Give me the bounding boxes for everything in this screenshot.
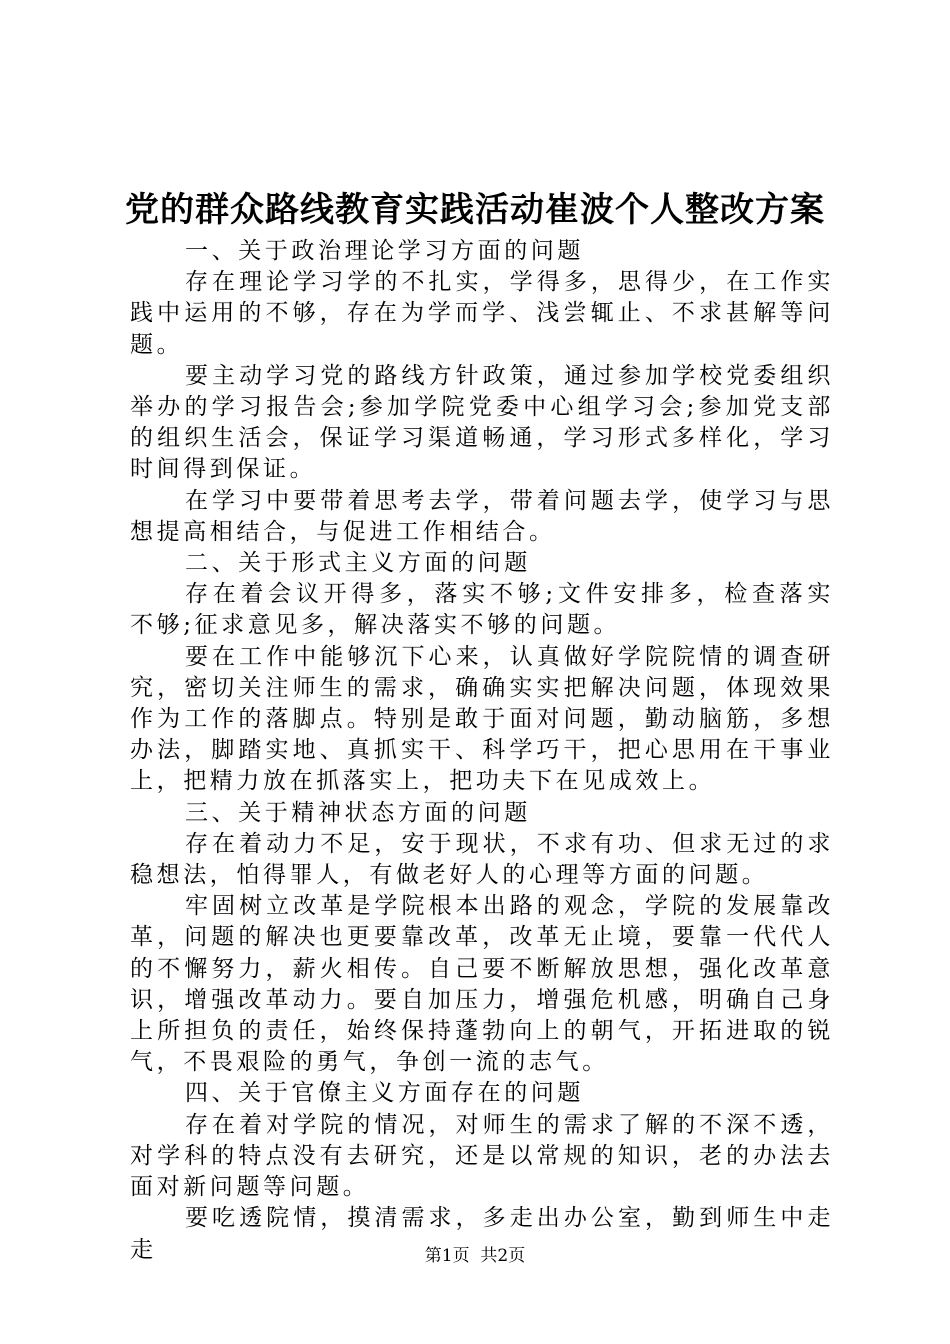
paragraph: 要在工作中能够沉下心来，认真做好学院院情的调查研究，密切关注师生的需求，确确实实把解决问题，体现效果作为工作的落脚点。特别是敢于面对问题，勤动脑筋，多想办法，脚踏实地、真抓实干、科学巧干，把心思用在干事业上，把精力放在抓落实上，把功夫下在见成效上。: [130, 643, 834, 795]
document-body: [130, 236, 834, 1266]
paragraph: 存在着动力不足，安于现状，不求有功、但求无过的求稳想法，怕得罪人，有做老好人的心理等方面的问题。: [130, 830, 834, 889]
paragraph: 存在理论学习学的不扎实，学得多，思得少，在工作实践中运用的不够，存在为学而学、浅尝辄止、不求甚解等问题。: [130, 269, 834, 358]
document-title: 党的群众路线教育实践活动崔波个人整改方案: [125, 190, 825, 230]
paragraph: 存在着对学院的情况，对师生的需求了解的不深不透，对学科的特点没有去研究，还是以常规的知识，老的办法去面对新问题等问题。: [130, 1111, 834, 1201]
page-number: 第1页 共2页: [424, 1246, 526, 1266]
paragraph: 牢固树立改革是学院根本出路的观念，学院的发展靠改革，问题的解决也更要靠改革，改革无止境，要靠一代代人的不懈努力，薪火相传。自己要不断解放思想，强化改革意识，增强改革动力。要自加压力，增强危机感，明确自己身上所担负的责任，始终保持蓬勃向上的朝气，开拓进取的锐气，不畏艰险的勇气，争创一流的志气。: [130, 893, 834, 1076]
section-heading-4: 四、关于官僚主义方面存在的问题: [185, 1080, 584, 1107]
section-heading-2: 二、关于形式主义方面的问题: [185, 550, 531, 577]
paragraph: 要吃透院情，摸清需求，多走出办公室，勤到师生中走走: [130, 1205, 834, 1263]
section-heading-1: 一、关于政治理论学习方面的问题: [185, 238, 584, 264]
section-heading-3: 三、关于精神状态方面的问题: [185, 799, 531, 826]
paragraph: 存在着会议开得多，落实不够;文件安排多，检查落实不够;征求意见多，解决落实不够的问题。: [130, 581, 834, 639]
paragraph: 要主动学习党的路线方针政策，通过参加学校党委组织举办的学习报告会;参加学院党委中心组学习会;参加党支部的组织生活会，保证学习渠道畅通，学习形式多样化，学习时间得到保证。: [130, 362, 834, 483]
paragraph: 在学习中要带着思考去学，带着问题去学，使学习与思想提高相结合，与促进工作相结合。: [130, 487, 834, 545]
